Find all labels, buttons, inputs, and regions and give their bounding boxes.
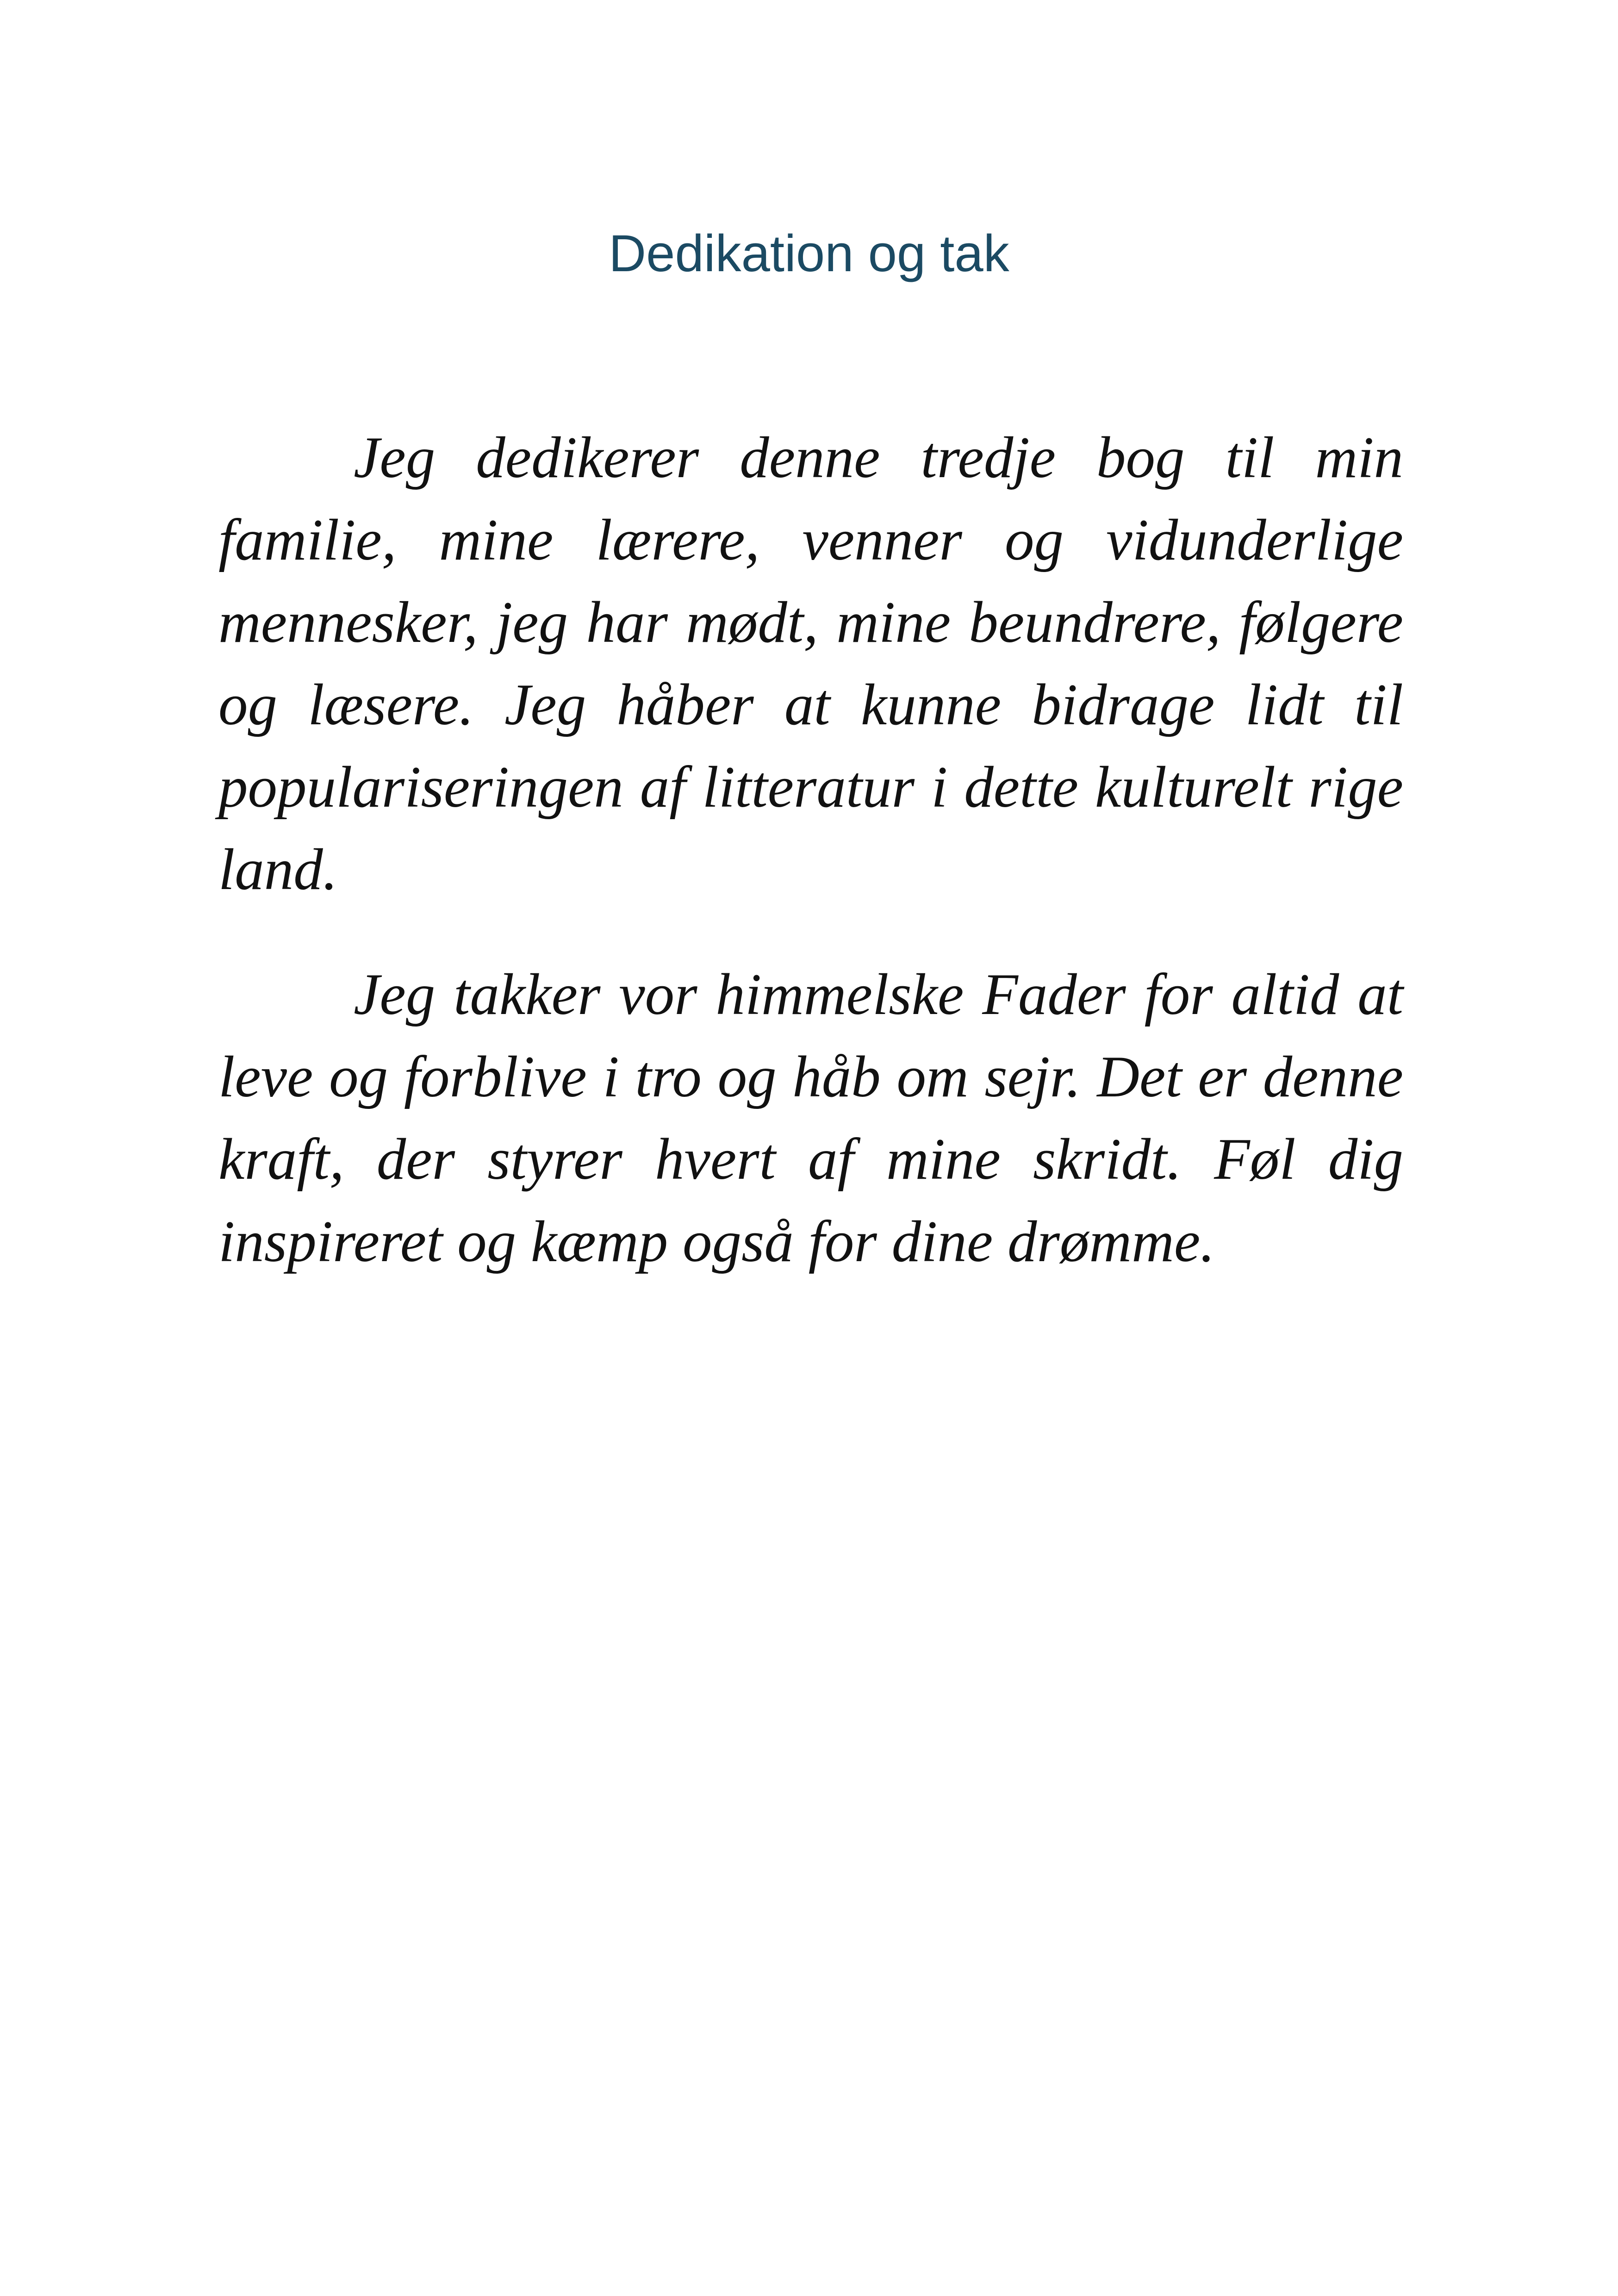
page-title: Dedikation og tak bbox=[609, 224, 1009, 282]
paragraph-thanks: Jeg takker vor himmelske Fader for altid at leve og forblive i tro og håb om sejr. Det er denne kraft, der styrer hvert af mine skridt. Føl dig inspireret og kæmp også for dine drømme. bbox=[218, 962, 1403, 1274]
body-text bbox=[218, 417, 1403, 1325]
paragraph-dedication: Jeg dedikerer denne tredje bog til min familie, mine lærere, venner og vidunderlige mennesker, jeg har mødt, mine beundrere, følgere og læsere. Jeg håber at kunne bidrage lidt til populariseringen af litteratur i dette kulturelt rige land. bbox=[218, 425, 1403, 902]
